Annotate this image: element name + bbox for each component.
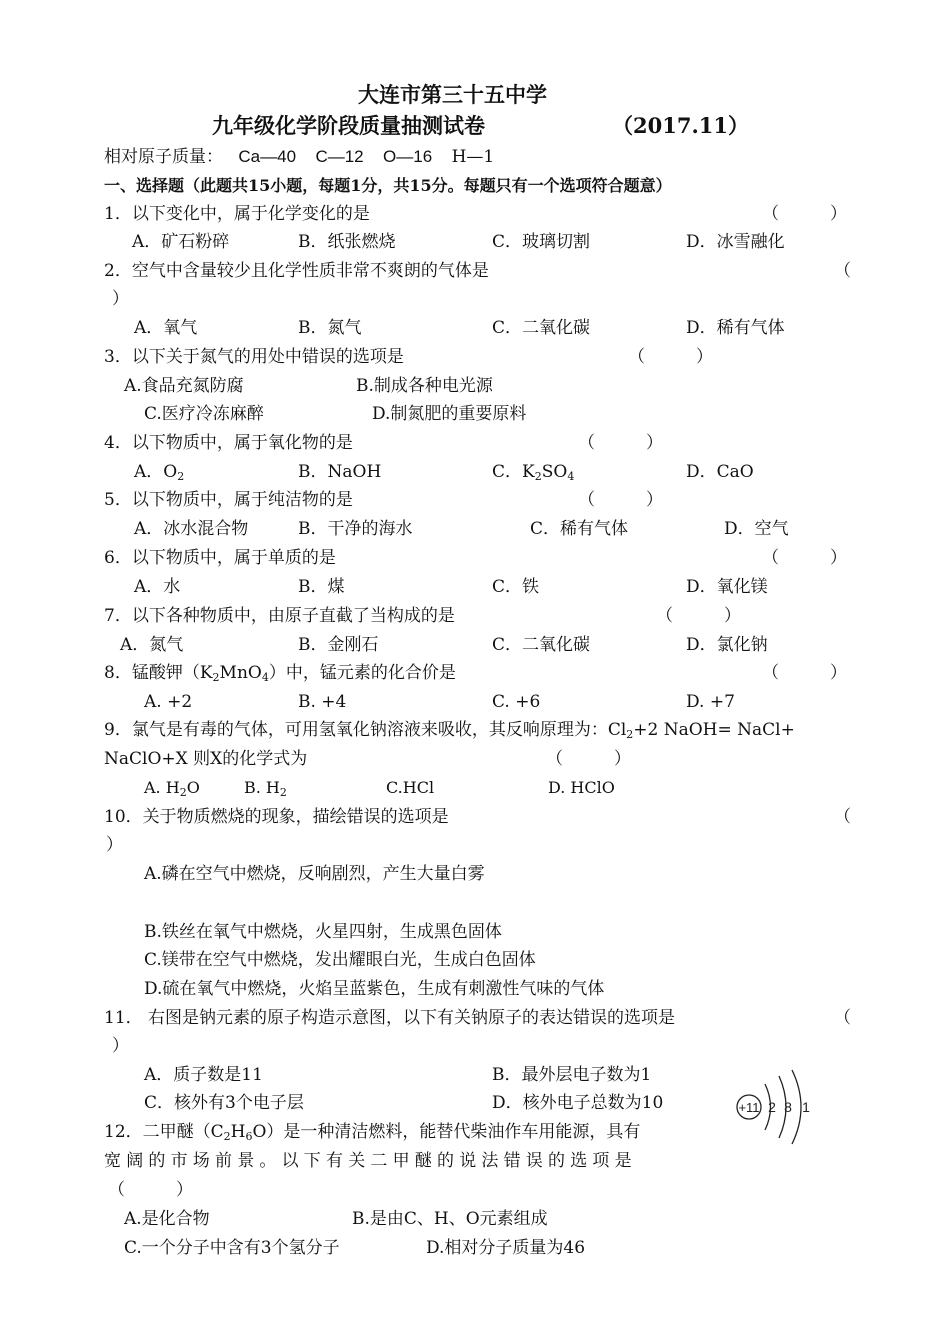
question-6-answer-bracket[interactable]: （ ） <box>762 548 847 568</box>
question-2-option-b: B．氮气 <box>298 318 362 338</box>
question-6-stem: 6．以下物质中，属于单质的是 <box>104 548 336 568</box>
question-7-option-a: A．氮气 <box>120 635 184 655</box>
question-1-option-d: D．冰雪融化 <box>686 232 785 252</box>
shell-1-electrons: 2 <box>768 1099 776 1115</box>
question-6-option-c: C．铁 <box>492 577 540 597</box>
question-12-option-c: C.一个分子中含有3个氢分子 <box>124 1238 340 1258</box>
section-title: 一、选择题（此题共15小题，每题1分，共15分。每题只有一个选项符合题意） <box>104 176 672 195</box>
nucleus-charge: +11 <box>738 1100 760 1115</box>
question-3-option-d: D.制氮肥的重要原料 <box>372 404 527 424</box>
question-6-option-a: A．水 <box>134 577 181 597</box>
question-11-bracket-open[interactable]: （ <box>834 1008 851 1028</box>
question-8-option-a: A. +2 <box>144 692 193 712</box>
question-5-option-c: C．稀有气体 <box>530 519 629 539</box>
question-8-stem: 8．锰酸钾$(K_2MnO_4)$中，锰元素的化合价是 <box>104 663 456 684</box>
school-name: 大连市第三十五中学 <box>358 82 547 107</box>
atomic-mass-o: O—16 <box>383 147 433 166</box>
question-10-bracket-close[interactable]: ） <box>106 835 123 855</box>
atomic-mass-label: 相对原子质量： <box>104 147 223 167</box>
question-7-option-c: C．二氧化碳 <box>492 635 591 655</box>
question-7-option-d: D．氯化钠 <box>686 635 768 655</box>
question-1-option-b: B．纸张燃烧 <box>298 232 396 252</box>
question-5-option-d: D．空气 <box>724 519 789 539</box>
question-9-stem-line2: NaClO+X 则X的化学式为 <box>104 749 308 769</box>
question-8-answer-bracket[interactable]: （ ） <box>762 663 847 683</box>
question-4-option-d: D．CaO <box>686 462 754 482</box>
question-4-stem: 4．以下物质中，属于氧化物的是 <box>104 433 353 453</box>
question-9-option-c: C.HCl <box>386 778 435 797</box>
question-9-option-a: A. $H_2O$ <box>144 778 200 799</box>
question-2-stem: 2．空气中含量较少且化学性质非常不爽朗的气体是 <box>104 261 489 281</box>
question-6-option-d: D．氧化镁 <box>686 577 768 597</box>
shell-2-electrons: 8 <box>784 1099 792 1115</box>
question-11-option-b: B．最外层电子数为1 <box>492 1065 652 1085</box>
question-10-option-a: A.磷在空气中燃烧，反响剧烈，产生大量白雾 <box>144 864 485 884</box>
question-10-option-b: B.铁丝在氧气中燃烧，火星四射，生成黑色固体 <box>144 922 502 942</box>
question-3-option-b: B.制成各种电光源 <box>356 376 493 396</box>
question-12-option-b: B.是由C、H、O元素组成 <box>352 1209 548 1229</box>
question-12-stem-line1: 12．二甲醚$(C_2H_6O)$是一种清洁燃料，能替代柴油作车用能源，具有 <box>104 1122 641 1143</box>
question-4-option-a: A．$O_2$ <box>134 462 185 483</box>
question-2-option-d: D．稀有气体 <box>686 318 785 338</box>
exam-date: （2017.11） <box>612 113 749 138</box>
question-10-option-d: D.硫在氧气中燃烧，火焰呈蓝紫色，生成有刺激性气味的气体 <box>144 979 605 999</box>
atomic-mass-c: C—12 <box>315 147 364 166</box>
question-3-option-a: A.食品充氮防腐 <box>124 376 244 396</box>
question-4-option-b: B．NaOH <box>298 462 382 482</box>
question-7-answer-bracket[interactable]: （ ） <box>656 606 741 626</box>
question-10-stem: 10．关于物质燃烧的现象，描绘错误的选项是 <box>104 807 449 827</box>
question-7-stem: 7．以下各种物质中，由原子直截了当构成的是 <box>104 606 455 626</box>
question-1-option-a: A．矿石粉碎 <box>132 232 230 252</box>
question-3-stem: 3．以下关于氮气的用处中错误的选项是 <box>104 347 404 367</box>
electron-shell-3 <box>792 1070 801 1144</box>
question-3-answer-bracket[interactable]: （ ） <box>628 347 713 367</box>
question-9-option-d: D. HClO <box>548 778 615 797</box>
question-12-option-a: A.是化合物 <box>124 1209 210 1229</box>
atomic-mass-row <box>104 146 494 168</box>
question-4-option-c: C．$K_2SO_4$ <box>492 462 575 483</box>
question-4-answer-bracket[interactable]: （ ） <box>578 433 663 453</box>
exam-title: 九年级化学阶段质量抽测试卷 <box>212 113 485 138</box>
question-5-answer-bracket[interactable]: （ ） <box>578 490 663 510</box>
question-8-option-c: C. +6 <box>492 692 541 712</box>
question-2-option-a: A．氧气 <box>134 318 198 338</box>
sodium-atom-diagram <box>732 1064 822 1148</box>
question-9-option-b: B. $H_2$ <box>244 778 287 799</box>
question-1-answer-bracket[interactable]: （ ） <box>762 204 847 224</box>
atomic-mass-h: H—1 <box>451 147 495 167</box>
question-12-option-d: D.相对分子质量为46 <box>426 1238 586 1258</box>
question-1-stem: 1．以下变化中，属于化学变化的是 <box>104 204 370 224</box>
question-11-option-a: A．质子数是11 <box>144 1065 263 1085</box>
question-7-option-b: B．金刚石 <box>298 635 379 655</box>
shell-3-electrons: 1 <box>802 1099 810 1115</box>
question-5-option-a: A．冰水混合物 <box>134 519 249 539</box>
question-9-stem-line1: 9．氯气是有毒的气体，可用氢氧化钠溶液来吸收，其反响原理为：$Cl_2+2$ NaOH= NaCl+ <box>104 720 795 741</box>
question-12-stem-line2: 宽阔的市场前景。以下有关二甲醚的说法错误的选项是 <box>104 1151 637 1171</box>
question-6-option-b: B．煤 <box>298 577 345 597</box>
question-3-option-c: C.医疗冷冻麻醉 <box>144 404 264 424</box>
question-8-option-b: B. +4 <box>298 692 347 712</box>
question-5-stem: 5．以下物质中，属于纯洁物的是 <box>104 490 353 510</box>
question-10-option-c: C.镁带在空气中燃烧，发出耀眼白光，生成白色固体 <box>144 950 536 970</box>
question-11-stem: 11． 右图是钠元素的原子构造示意图，以下有关钠原子的表达错误的选项是 <box>104 1008 676 1028</box>
question-11-bracket-close[interactable]: ） <box>112 1036 129 1056</box>
atomic-mass-ca: Ca—40 <box>238 147 297 166</box>
question-9-answer-bracket[interactable]: （ ） <box>546 749 631 769</box>
question-2-bracket-close[interactable]: ） <box>112 289 129 309</box>
question-12-answer-bracket[interactable]: （ ） <box>108 1180 193 1200</box>
question-2-option-c: C．二氧化碳 <box>492 318 591 338</box>
question-11-option-c: C．核外有3个电子层 <box>144 1093 304 1113</box>
question-2-bracket-open[interactable]: （ <box>834 261 851 281</box>
question-5-option-b: B．干净的海水 <box>298 519 413 539</box>
question-8-option-d: D. +7 <box>686 692 735 712</box>
question-11-option-d: D．核外电子总数为10 <box>492 1093 664 1113</box>
question-1-option-c: C．玻璃切割 <box>492 232 591 252</box>
question-10-bracket-open[interactable]: （ <box>834 807 851 827</box>
